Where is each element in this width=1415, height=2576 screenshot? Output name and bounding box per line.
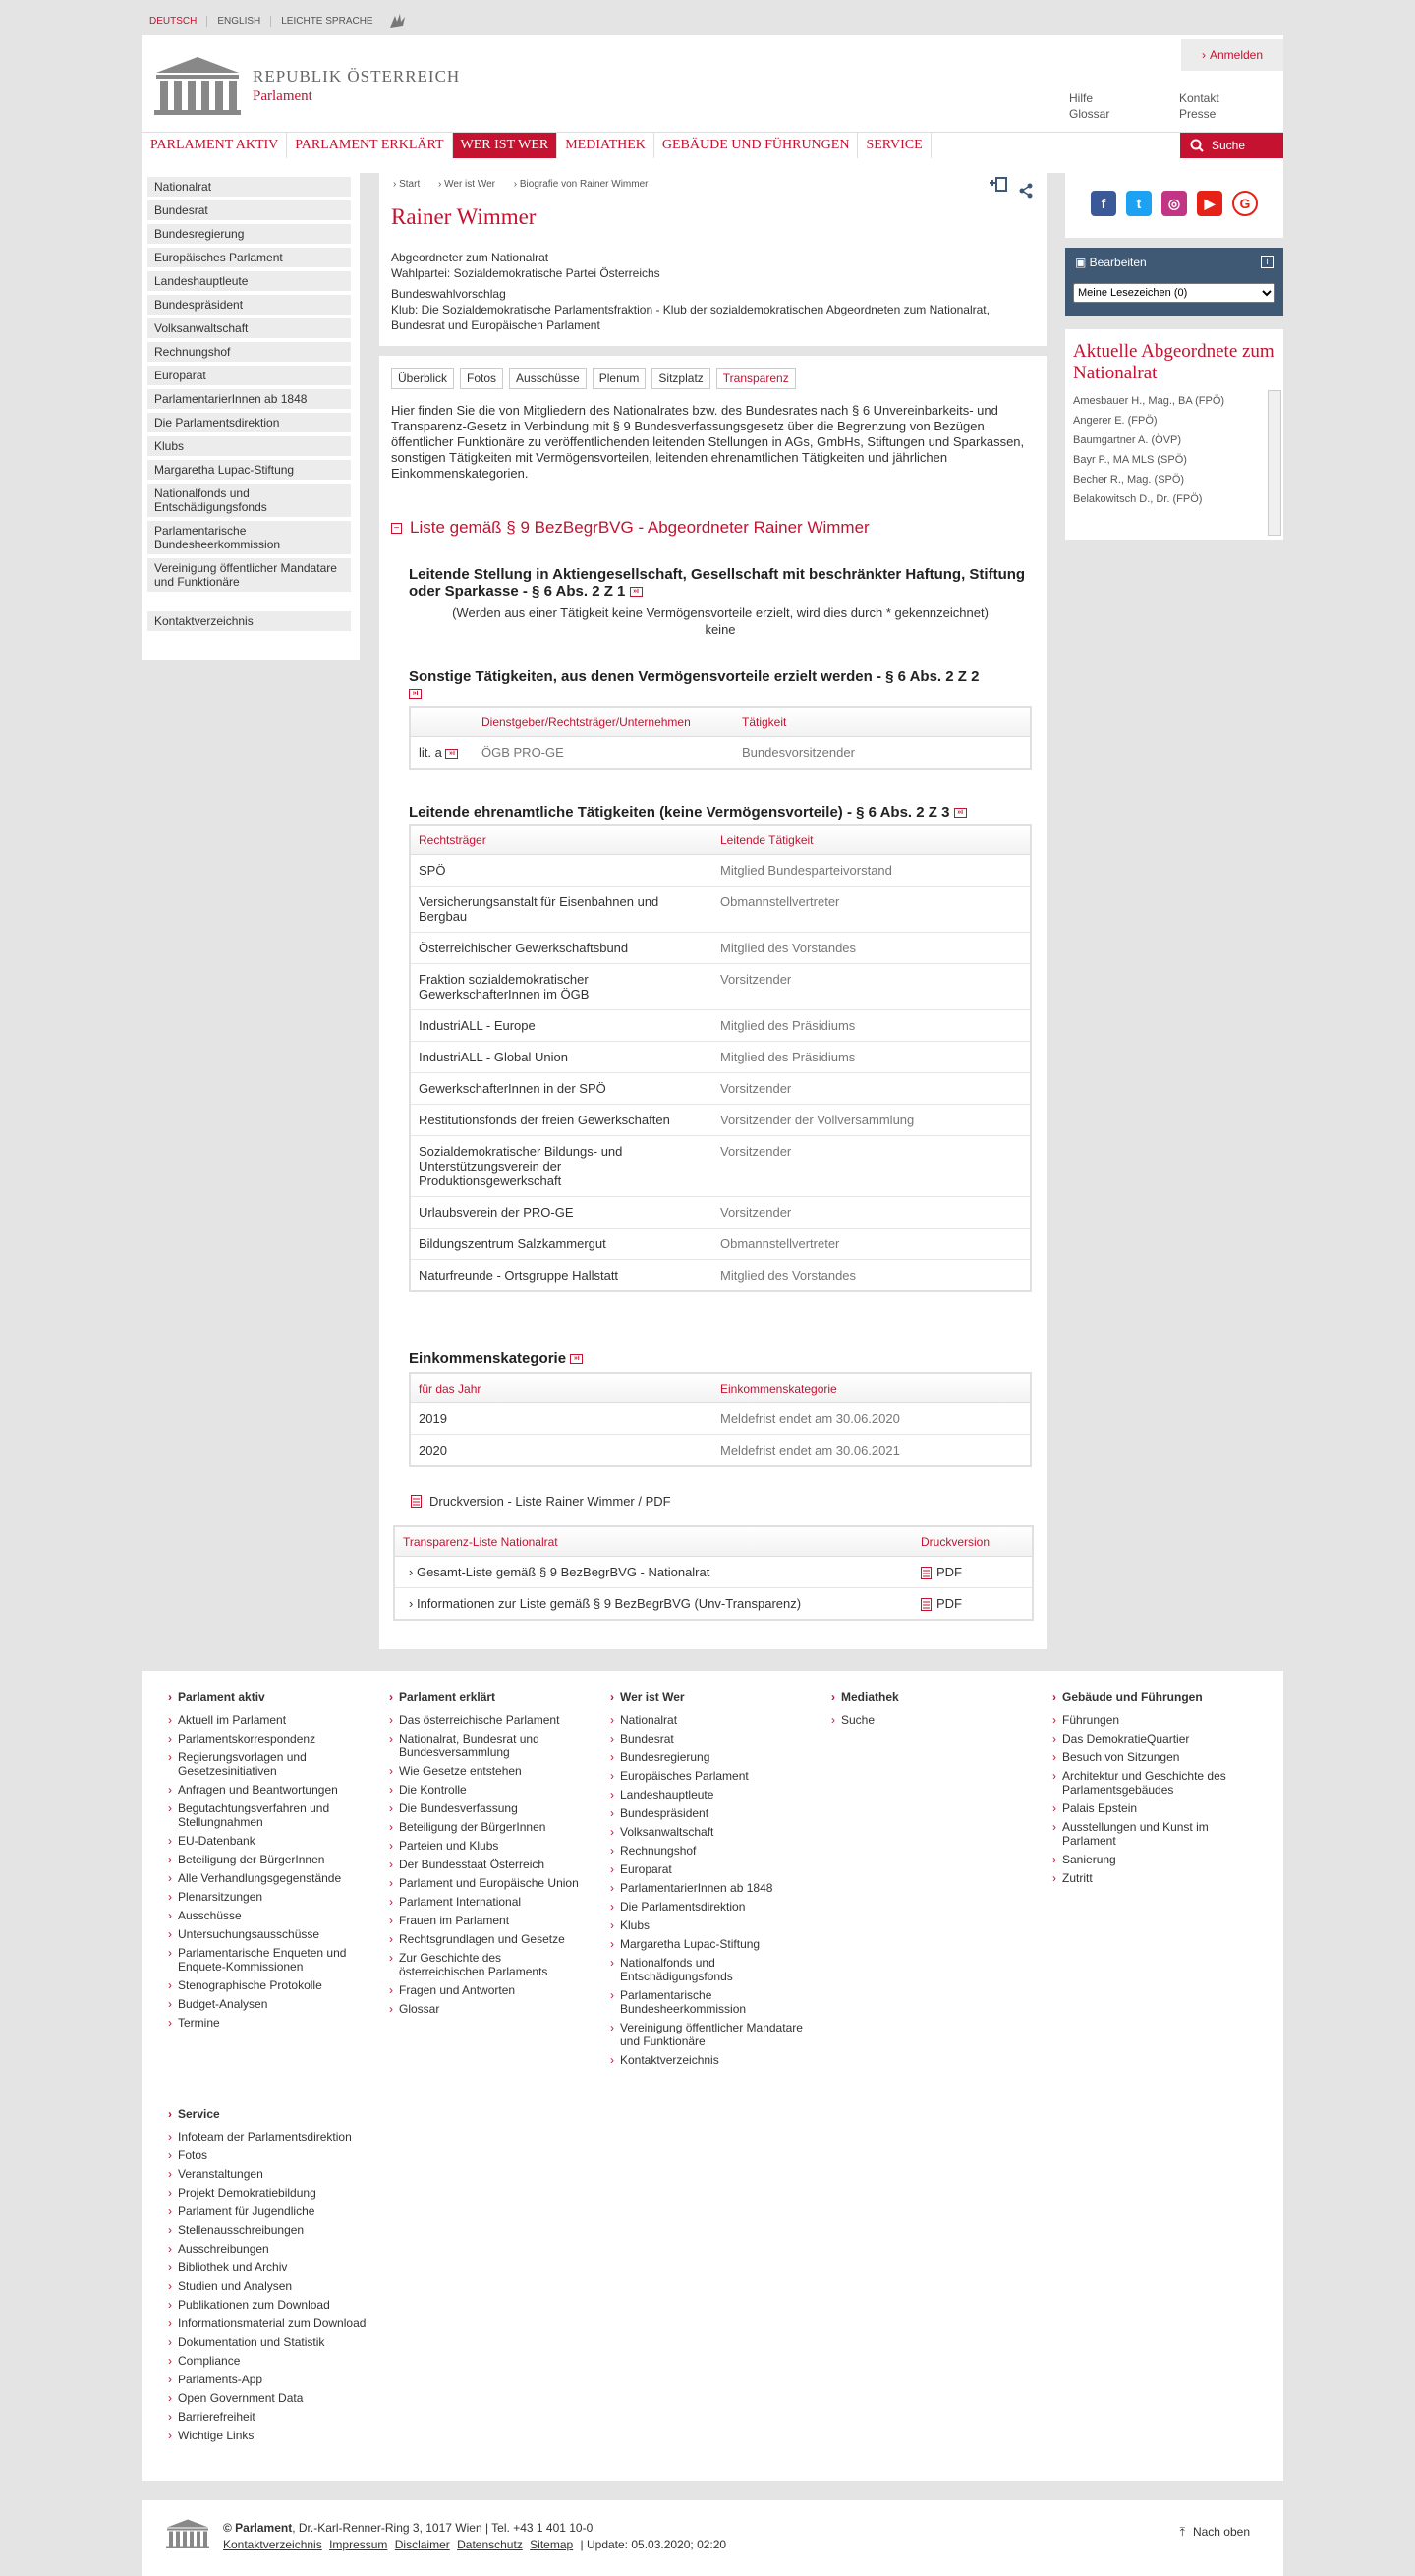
intro-text: Hier finden Sie die von Mitgliedern des Nationalrates bzw. des Bundesrates nach § 6 Unvereinbarkeits- und Transparenz-Gesetz in Verbindung mit § 9 Bundesverfassungsgesetz über die Begrenzung von Bezügen öffentlicher Funktionäre zu veröffentlichenden leitenden Stellungen in AGs, GmbHs, Stiftungen und Sparkassen, sonstigen Tätigkeiten mit Vermögensvorteilen, leitenden ehrenamtlichen Tätigkeiten und jährlichen Einkommenskategorien.: [391, 403, 1025, 481]
footer-col-gebaeude: [1052, 1690, 1249, 1890]
table-header: [411, 1374, 1030, 1403]
list-item[interactable]: Becher R., Mag. (SPÖ): [1073, 474, 1185, 486]
contact-link[interactable]: Kontakt: [1179, 91, 1219, 105]
sign-language-icon[interactable]: [387, 12, 409, 29]
footer-link[interactable]: › Anfragen und Beantwortungen: [168, 1783, 365, 1797]
search-icon: [1190, 139, 1204, 152]
footer-col-service: [168, 2107, 424, 2447]
bookmark-panel: [1065, 248, 1283, 316]
list-link[interactable]: › Informationen zur Liste gemäß § 9 BezBegrBVG (Unv-Transparenz): [409, 1596, 802, 1612]
footer-link[interactable]: › Nationalrat, Bundesrat und Bundesversammlung: [389, 1732, 586, 1759]
lit-cell: lit. a »i: [411, 745, 481, 760]
table-row: 2019 Meldefrist endet am 30.06.2020: [411, 1403, 1030, 1435]
lang-leichte-sprache[interactable]: LEICHTE SPRACHE: [281, 15, 373, 27]
footer-link[interactable]: › ParlamentarierInnen ab 1848: [610, 1881, 807, 1895]
footer-link[interactable]: › Europarat: [610, 1862, 807, 1876]
bookmark-select[interactable]: [1073, 283, 1275, 303]
footer-link[interactable]: › Parlamentarische Enqueten und Enquete-Kommissionen: [168, 1946, 365, 1974]
s3-heading: Leitende ehrenamtliche Tätigkeiten (keine Vermögensvorteile) - § 6 Abs. 2 Z 3 »i: [409, 804, 1038, 821]
footer-link-datenschutz[interactable]: Datenschutz: [457, 2538, 523, 2551]
table-row: SPÖ Mitglied Bundesparteivorstand: [411, 855, 1030, 887]
footer-link[interactable]: › Plenarsitzungen: [168, 1890, 365, 1904]
search-button[interactable]: [1180, 133, 1283, 158]
footer-link[interactable]: › Stenographische Protokolle: [168, 1978, 365, 1992]
current-members-panel: [1065, 329, 1283, 540]
table-row: IndustriALL - Europe Mitglied des Präsidiums: [411, 1010, 1030, 1042]
logo[interactable]: [154, 55, 460, 116]
youtube-icon[interactable]: ▶: [1197, 191, 1222, 216]
tab-sitzplatz[interactable]: Sitzplatz: [651, 368, 709, 389]
pdf-link[interactable]: PDF: [921, 1596, 962, 1611]
footer-link[interactable]: › Open Government Data: [168, 2391, 424, 2405]
footer-heading[interactable]: › Mediathek: [831, 1690, 1028, 1704]
table-row: Urlaubsverein der PRO-GE Vorsitzender: [411, 1197, 1030, 1229]
main-navigation: [142, 132, 1283, 157]
table-header: [411, 708, 1030, 737]
breadcrumb-start[interactable]: › Start: [393, 179, 421, 190]
footer-link[interactable]: › Landeshauptleute: [610, 1788, 807, 1802]
table-row: Sozialdemokratischer Bildungs- und Unterstützungsverein der Produktionsgewerkschaft Vorsitzender: [411, 1136, 1030, 1197]
footer-link[interactable]: › Fragen und Antworten: [389, 1983, 586, 1997]
info-icon[interactable]: »i: [409, 689, 422, 699]
footer-link[interactable]: › Kontaktverzeichnis: [610, 2053, 807, 2067]
util-links-1: [1069, 90, 1109, 122]
list-item[interactable]: Amesbauer H., Mag., BA (FPÖ): [1073, 395, 1225, 407]
table-row: Restitutionsfonds der freien Gewerkschaften Vorsitzender der Vollversammlung: [411, 1105, 1030, 1136]
footer-update: | Update: 05.03.2020; 02:20: [580, 2538, 727, 2551]
footer-heading[interactable]: › Parlament erklärt: [389, 1690, 586, 1704]
print-pdf-link[interactable]: Druckversion - Liste Rainer Wimmer / PDF: [411, 1494, 671, 1509]
members-list: [1073, 394, 1270, 512]
person-header: [379, 169, 1047, 346]
sidebar-item[interactable]: Europarat: [147, 366, 351, 385]
table-cell: ÖGB PRO-GE: [481, 745, 564, 760]
nav-gebaeude[interactable]: GEBÄUDE UND FÜHRUNGEN: [654, 133, 859, 158]
person-tabs: [391, 368, 796, 389]
s1-note: (Werden aus einer Tätigkeit keine Vermögensvorteile erzielt, wird dies durch * gekennzeichnet): [452, 605, 989, 620]
footer-link[interactable]: › Margaretha Lupac-Stiftung: [610, 1937, 807, 1951]
footer-link[interactable]: › Termine: [168, 2016, 365, 2030]
footer-link[interactable]: › Parlament und Europäische Union: [389, 1876, 586, 1890]
footer-link[interactable]: › Aktuell im Parlament: [168, 1713, 365, 1727]
tab-ueberblick[interactable]: Überblick: [391, 368, 454, 389]
sidebar-item[interactable]: Vereinigung öffentlicher Mandatare und Funktionäre: [147, 558, 351, 592]
footer-link[interactable]: › Parlament International: [389, 1895, 586, 1909]
tab-fotos[interactable]: Fotos: [460, 368, 503, 389]
footer-col-parlament-erklaert: [389, 1690, 586, 2021]
info-icon[interactable]: »i: [445, 749, 458, 759]
facebook-icon[interactable]: f: [1091, 191, 1116, 216]
footer-link[interactable]: › Frauen im Parlament: [389, 1914, 586, 1927]
nav-wer-ist-wer[interactable]: WER IST WER: [453, 133, 558, 158]
footer-link[interactable]: › Die Parlamentsdirektion: [610, 1900, 807, 1914]
s2-heading: Sonstige Tätigkeiten, aus denen Vermögensvorteile erzielt werden - § 6 Abs. 2 Z 2 »i: [409, 668, 980, 698]
table-row: Bildungszentrum Salzkammergut Obmannstellvertreter: [411, 1229, 1030, 1260]
info-icon[interactable]: »i: [630, 587, 643, 597]
sidebar-item[interactable]: Bundesregierung: [147, 224, 351, 244]
tab-plenum[interactable]: Plenum: [593, 368, 647, 389]
sidebar-item[interactable]: Volksanwaltschaft: [147, 318, 351, 338]
footer-link[interactable]: › Fotos: [168, 2148, 424, 2162]
footer-heading[interactable]: › Service: [168, 2107, 424, 2121]
s4-heading: Einkommenskategorie »i: [409, 1350, 1038, 1367]
footer-link[interactable]: › Suche: [831, 1713, 1028, 1727]
footer-link[interactable]: › Bundespräsident: [610, 1806, 807, 1820]
sidebar-item[interactable]: Bundesrat: [147, 200, 351, 220]
footer-link[interactable]: › Parlaments-App: [168, 2373, 424, 2386]
footer-link[interactable]: › Ausschreibungen: [168, 2242, 424, 2256]
footer-link[interactable]: › Führungen: [1052, 1713, 1249, 1727]
table-row: IndustriALL - Global Union Mitglied des Präsidiums: [411, 1042, 1030, 1073]
logo-subtitle: Parlament: [253, 87, 312, 104]
footer-link[interactable]: › Parlament für Jugendliche: [168, 2204, 424, 2218]
logo-title: REPUBLIK ÖSTERREICH: [253, 66, 461, 86]
sidebar-item[interactable]: Kontaktverzeichnis: [147, 611, 351, 631]
footer-link[interactable]: › Parteien und Klubs: [389, 1839, 586, 1853]
footer-link[interactable]: › Ausstellungen und Kunst im Parlament: [1052, 1820, 1249, 1848]
footer-link[interactable]: › Publikationen zum Download: [168, 2298, 424, 2312]
back-to-top-link[interactable]: ⤒ Nach oben: [1179, 2525, 1250, 2539]
section-toggle[interactable]: [391, 518, 870, 538]
footer-link[interactable]: › Barrierefreiheit: [168, 2410, 424, 2424]
footer-link[interactable]: › Beteiligung der BürgerInnen: [168, 1853, 365, 1866]
sidebar-item[interactable]: Europäisches Parlament: [147, 248, 351, 267]
footer-link-impressum[interactable]: Impressum: [329, 2538, 388, 2551]
sidebar-item[interactable]: ParlamentarierInnen ab 1848: [147, 389, 351, 409]
footer-link[interactable]: › Der Bundesstaat Österreich: [389, 1858, 586, 1871]
footer-link[interactable]: › Begutachtungsverfahren und Stellungnahmen: [168, 1802, 365, 1829]
twitter-icon[interactable]: t: [1126, 191, 1152, 216]
footer-link[interactable]: › Ausschüsse: [168, 1909, 365, 1922]
footer-link[interactable]: › Dokumentation und Statistik: [168, 2335, 424, 2349]
tab-ausschuesse[interactable]: Ausschüsse: [509, 368, 587, 389]
footer-sitemap: [142, 1671, 1283, 2481]
footer-link[interactable]: › Palais Epstein: [1052, 1802, 1249, 1815]
footer-text: [223, 2520, 726, 2553]
footer-link[interactable]: › Wichtige Links: [168, 2429, 424, 2442]
footer-link[interactable]: › Die Bundesverfassung: [389, 1802, 586, 1815]
info-icon[interactable]: i: [1261, 256, 1274, 268]
instagram-icon[interactable]: ◎: [1161, 191, 1187, 216]
person-info: [391, 250, 1020, 333]
app-icon[interactable]: G: [1232, 191, 1258, 216]
panel-title: Aktuelle Abgeordnete zum Nationalrat: [1073, 341, 1274, 383]
footer-link[interactable]: › Alle Verhandlungsgegenstände: [168, 1871, 365, 1885]
share-icon[interactable]: [1018, 183, 1034, 199]
footer-link[interactable]: › Vereinigung öffentlicher Mandatare und Funktionäre: [610, 2021, 807, 2048]
table-row: GewerkschafterInnen in der SPÖ Vorsitzender: [411, 1073, 1030, 1105]
col-header: Tätigkeit: [742, 715, 787, 729]
breadcrumb: [393, 179, 663, 190]
arrow-up-icon: ⤒: [1179, 2525, 1185, 2539]
transparency-list-table: [393, 1525, 1034, 1621]
col-header: für das Jahr: [419, 1381, 481, 1396]
footer-link[interactable]: › Compliance: [168, 2354, 424, 2368]
sidebar-item[interactable]: Landeshauptleute: [147, 271, 351, 291]
footer-link[interactable]: › Infoteam der Parlamentsdirektion: [168, 2130, 424, 2144]
footer-link[interactable]: › Glossar: [389, 2002, 586, 2016]
s3-table: [409, 824, 1032, 1292]
table-row: Fraktion sozialdemokratischer GewerkschafterInnen im ÖGB Vorsitzender: [411, 964, 1030, 1010]
social-links: [1065, 169, 1283, 238]
tab-transparenz[interactable]: Transparenz: [716, 368, 796, 389]
footer-link[interactable]: › Bundesregierung: [610, 1750, 807, 1764]
footer-link[interactable]: › Nationalrat: [610, 1713, 807, 1727]
footer-link-disclaimer[interactable]: Disclaimer: [394, 2538, 450, 2551]
press-link[interactable]: Presse: [1179, 107, 1217, 121]
footer-link-kontakt[interactable]: Kontaktverzeichnis: [223, 2538, 322, 2551]
col-header: Rechtsträger: [419, 832, 486, 847]
footer-org: © Parlament: [223, 2521, 293, 2535]
footer-link[interactable]: › Die Kontrolle: [389, 1783, 586, 1797]
footer-col-mediathek: [831, 1690, 1028, 1732]
bottom-bar: [142, 2500, 1283, 2576]
footer-link[interactable]: › Volksanwaltschaft: [610, 1825, 807, 1839]
list-item[interactable]: Bayr P., MA MLS (SPÖ): [1073, 454, 1187, 466]
sidebar-item[interactable]: Bundespräsident: [147, 295, 351, 315]
footer-link[interactable]: › Zutritt: [1052, 1871, 1249, 1885]
footer-link[interactable]: › Das DemokratieQuartier: [1052, 1732, 1249, 1746]
footer-link[interactable]: › EU-Datenbank: [168, 1834, 365, 1848]
footer-link[interactable]: › Besuch von Sitzungen: [1052, 1750, 1249, 1764]
left-sidebar: [142, 169, 360, 660]
footer-link[interactable]: › Europäisches Parlament: [610, 1769, 807, 1783]
list-item[interactable]: Baumgartner A. (ÖVP): [1073, 434, 1182, 446]
footer-link[interactable]: › Parlamentskorrespondenz: [168, 1732, 365, 1746]
table-row: 2020 Meldefrist endet am 30.06.2021: [419, 1443, 900, 1458]
table-row: [395, 1588, 1032, 1619]
nav-parlament-aktiv[interactable]: PARLAMENT AKTIV: [142, 133, 287, 158]
site-header: [142, 35, 1283, 173]
login-label: Anmelden: [1209, 48, 1264, 62]
parliament-logo-icon: [166, 2518, 209, 2549]
pdf-icon: [921, 1567, 932, 1579]
nav-parlament-erklaert[interactable]: PARLAMENT ERKLÄRT: [287, 133, 452, 158]
breadcrumb-current: › Biografie von Rainer Wimmer: [513, 179, 649, 190]
transparency-content: [379, 356, 1047, 1649]
sidebar-item[interactable]: Nationalrat: [147, 177, 351, 197]
footer-heading[interactable]: › Parlament aktiv: [168, 1690, 365, 1704]
footer-link[interactable]: › Bundesrat: [610, 1732, 807, 1746]
col-header: Einkommenskategorie: [720, 1381, 837, 1396]
list-item[interactable]: Angerer E. (FPÖ): [1073, 415, 1158, 427]
footer-link[interactable]: › Projekt Demokratiebildung: [168, 2186, 424, 2200]
col-header: Transparenz-Liste Nationalrat: [403, 1534, 558, 1549]
parliament-logo-icon: [154, 55, 241, 116]
scrollbar[interactable]: [1268, 390, 1281, 536]
sidebar-item[interactable]: Nationalfonds und Entschädigungsfonds: [147, 484, 351, 517]
pdf-icon: [921, 1598, 932, 1611]
info-icon[interactable]: »i: [570, 1354, 583, 1364]
pdf-link[interactable]: PDF: [921, 1565, 962, 1579]
util-links-2: [1179, 90, 1219, 122]
sidebar-item[interactable]: Parlamentarische Bundesheerkommission: [147, 521, 351, 554]
col-header: Druckversion: [921, 1534, 990, 1549]
footer-link[interactable]: › Studien und Analysen: [168, 2279, 424, 2293]
pdf-icon: [411, 1495, 422, 1508]
s2-table: [409, 706, 1032, 770]
footer-link[interactable]: › Bibliothek und Archiv: [168, 2261, 424, 2274]
help-link[interactable]: Hilfe: [1069, 91, 1094, 105]
footer-link[interactable]: › Architektur und Geschichte des Parlamentsgebäudes: [1052, 1769, 1249, 1797]
col-header: Leitende Tätigkeit: [720, 832, 814, 847]
table-header: [395, 1527, 1032, 1557]
s1-heading: Leitende Stellung in Aktiengesellschaft, Gesellschaft mit beschränkter Haftung, Stiftung oder Sparkasse - § 6 Abs. 2 Z 1 »i: [409, 566, 1026, 600]
nav-mediathek[interactable]: MEDIATHEK: [557, 133, 654, 158]
list-item[interactable]: Belakowitsch D., Dr. (FPÖ): [1073, 493, 1203, 505]
footer-link[interactable]: › Budget-Analysen: [168, 1997, 365, 2011]
info-icon[interactable]: »i: [954, 808, 967, 818]
table-row: Naturfreunde - Ortsgruppe Hallstatt Mitglied des Vorstandes: [419, 1268, 857, 1283]
person-club: Klub: Die Sozialdemokratische Parlamentsfraktion - Klub der sozialdemokratischen Abgeordneten zum Nationalrat, Bundesrat und Europäischen Parlament: [391, 303, 990, 332]
s1-body: [409, 604, 1032, 638]
collapse-icon: −: [391, 523, 402, 534]
footer-col-parlament-aktiv: [168, 1690, 365, 2034]
footer-link[interactable]: › Wie Gesetze entstehen: [389, 1764, 586, 1778]
language-bar: [149, 12, 409, 29]
search-label: Suche: [1212, 139, 1246, 152]
footer-link[interactable]: › Regierungsvorlagen und Gesetzesinitiativen: [168, 1750, 365, 1778]
page-title: Rainer Wimmer: [391, 204, 537, 229]
footer-link[interactable]: › Sanierung: [1052, 1853, 1249, 1866]
edit-label[interactable]: ▣ Bearbeiten: [1075, 256, 1147, 269]
lang-deutsch[interactable]: DEUTSCH: [149, 16, 207, 27]
person-party: Wahlpartei: Sozialdemokratische Partei Österreichs: [391, 266, 660, 280]
person-function: Abgeordneter zum Nationalrat: [391, 251, 549, 264]
s1-value: keine: [705, 622, 736, 637]
footer-link[interactable]: › Nationalfonds und Entschädigungsfonds: [610, 1956, 807, 1983]
footer-link[interactable]: › Parlamentarische Bundesheerkommission: [610, 1988, 807, 2016]
table-row: Versicherungsanstalt für Eisenbahnen und Bergbau Obmannstellvertreter: [411, 887, 1030, 933]
sidebar-item[interactable]: Margaretha Lupac-Stiftung: [147, 460, 351, 480]
footer-heading[interactable]: › Wer ist Wer: [610, 1690, 807, 1704]
breadcrumb-wer-ist-wer[interactable]: › Wer ist Wer: [438, 179, 495, 190]
footer-heading[interactable]: › Gebäude und Führungen: [1052, 1690, 1249, 1704]
table-header: [411, 826, 1030, 855]
footer-link-sitemap[interactable]: Sitemap: [530, 2538, 574, 2551]
footer-link[interactable]: › Stellenausschreibungen: [168, 2223, 424, 2237]
table-row: Österreichischer Gewerkschaftsbund Mitglied des Vorstandes: [411, 933, 1030, 964]
bookmark-add-icon[interactable]: [989, 175, 1008, 193]
login-button[interactable]: › Anmelden: [1181, 39, 1283, 71]
footer-link[interactable]: › Das österreichische Parlament: [389, 1713, 586, 1727]
lang-english[interactable]: ENGLISH: [207, 16, 271, 27]
sidebar-item[interactable]: Rechnungshof: [147, 342, 351, 362]
footer-link[interactable]: › Untersuchungsausschüsse: [168, 1927, 365, 1941]
sidebar-item[interactable]: Die Parlamentsdirektion: [147, 413, 351, 432]
footer-link[interactable]: › Veranstaltungen: [168, 2167, 424, 2181]
table-cell: Bundesvorsitzender: [742, 745, 855, 760]
footer-address: , Dr.-Karl-Renner-Ring 3, 1017 Wien | Tel. +43 1 401 10-0: [292, 2521, 594, 2535]
footer-link[interactable]: › Beteiligung der BürgerInnen: [389, 1820, 586, 1834]
glossary-link[interactable]: Glossar: [1069, 107, 1110, 121]
table-row: [395, 1557, 1032, 1588]
footer-link[interactable]: › Zur Geschichte des österreichischen Parlaments: [389, 1951, 586, 1978]
footer-link[interactable]: › Informationsmaterial zum Download: [168, 2317, 424, 2330]
person-list: Bundeswahlvorschlag: [391, 287, 506, 301]
footer-link[interactable]: › Rechnungshof: [610, 1844, 807, 1858]
col-header: Dienstgeber/Rechtsträger/Unternehmen: [481, 715, 691, 729]
sidebar-item[interactable]: Klubs: [147, 436, 351, 456]
list-link[interactable]: › Gesamt-Liste gemäß § 9 BezBegrBVG - Nationalrat: [409, 1565, 710, 1579]
nav-service[interactable]: SERVICE: [858, 133, 931, 158]
section-title: Liste gemäß § 9 BezBegrBVG - Abgeordneter Rainer Wimmer: [410, 518, 870, 537]
footer-link[interactable]: › Klubs: [610, 1918, 807, 1932]
footer-link[interactable]: › Rechtsgrundlagen und Gesetze: [389, 1932, 586, 1946]
footer-col-wer-ist-wer: [610, 1690, 807, 2072]
table-row: [411, 737, 1030, 768]
s4-table: [409, 1372, 1032, 1467]
